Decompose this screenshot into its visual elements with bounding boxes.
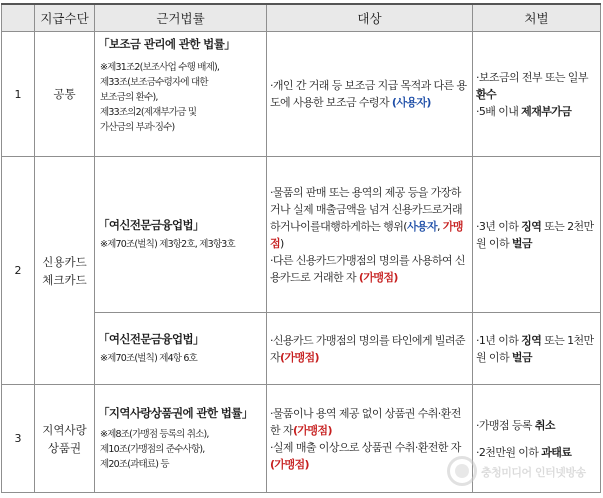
law-title: 「여신전문금융업법」: [98, 218, 204, 232]
target-text: ·개인 간 거래 등 보조금 지급 목적과 다른 용도에 사용한 보조금 수령자: [270, 79, 467, 109]
payment-means: 공통: [35, 32, 95, 157]
target-cell: [267, 32, 473, 157]
penalty-cell: ·3년 이하 징역 또는 2천만원 이하 벌금: [473, 157, 601, 313]
law-detail: ※제70조(벌칙) 제3항2호, 제3항3호: [100, 239, 235, 250]
target-role: (사용자): [391, 96, 431, 109]
target-cell: ·물품의 판매 또는 용역의 제공 등을 가장하거나 실제 매출금액을 넘겨 신용카드로거래하거나이를대행하게하는 행위(사용자, 가맹점) ·다른 신용카드가맹점의 명의를 사용하여 신용카드로 거래한 자 (가맹점): [267, 157, 473, 313]
header-target: 대상: [267, 4, 473, 32]
header-no: [2, 4, 35, 32]
law-cell: [95, 385, 267, 493]
law-detail: ※제31조2(보조사업 수행 배제), 제33조(보조금수령자에 대한 보조금의 환수), 제33조의2(제재부가금 및 가산금의 부과·징수): [100, 62, 220, 133]
target-cell: ·신용카드 가맹점의 명의를 타인에게 빌려준 자(가맹점): [267, 313, 473, 385]
header-row: [2, 4, 601, 32]
watermark-dot-icon: [455, 464, 469, 478]
payment-means: 신용카드 체크카드: [35, 157, 95, 385]
row-number: 3: [2, 385, 35, 493]
law-cell: [95, 157, 267, 313]
watermark-logo: [447, 454, 597, 488]
law-title: 「여신전문금융업법」: [98, 332, 204, 346]
payment-means: 지역사랑 상품권: [35, 385, 95, 493]
law-title: 「보조금 관리에 관한 법률」: [98, 37, 236, 51]
penalty-cell: ·보조금의 전부 또는 일부 환수 ·5배 이내 제재부가금: [473, 32, 601, 157]
table-row: [2, 157, 601, 313]
row-number: 2: [2, 157, 35, 385]
penalty-table: [1, 3, 601, 493]
penalty-cell: ·가맹점 등록 취소 ·2천만원 이하 과태료: [473, 385, 601, 493]
law-detail: ※제8조(가맹점 등록의 취소), 제10조(가맹점의 준수사항), 제20조(과태료) 등: [100, 429, 209, 470]
law-title: 「지역사랑상품권에 관한 법률」: [98, 406, 253, 420]
watermark-text: 충청미디어 인터넷방송: [481, 466, 586, 479]
law-cell: [95, 32, 267, 157]
header-law: 근거법률: [95, 4, 267, 32]
header-means: 지급수단: [35, 4, 95, 32]
penalty-cell: ·1년 이하 징역 또는 1천만원 이하 벌금: [473, 313, 601, 385]
header-penalty: 처벌: [473, 4, 601, 32]
row-number: 1: [2, 32, 35, 157]
law-cell: [95, 313, 267, 385]
target-cell: ·물품이나 용역 제공 없이 상품권 수취·환전한 자(가맹점) ·실제 매출 이상으로 상품권 수취·환전한 자(가맹점): [267, 385, 473, 493]
law-detail: ※제70조(벌칙) 제4항 6호: [100, 353, 198, 364]
table-row: [2, 32, 601, 157]
